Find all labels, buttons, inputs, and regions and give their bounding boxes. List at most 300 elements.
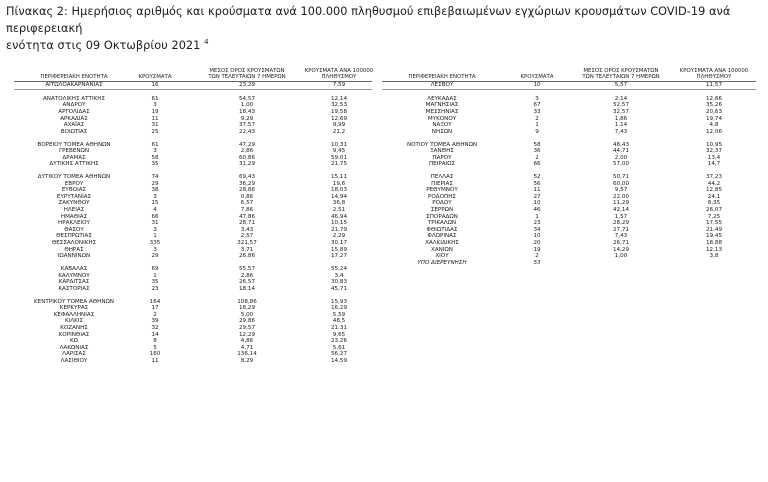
cell-unit: ΔΥΤΙΚΗΣ ΑΤΤΙΚΗΣ <box>49 161 99 168</box>
table-row <box>14 325 372 332</box>
table-title <box>6 3 766 54</box>
cell-per100k: 14,7 <box>707 161 721 168</box>
cell-per100k: 36,8 <box>332 200 346 207</box>
cell-unit: ΝΟΤΙΟΥ ΤΟΜΕΑ ΑΘΗΝΩΝ <box>406 141 478 148</box>
table-row <box>382 102 756 109</box>
table-row <box>14 338 372 345</box>
cell-avg: 108,86 <box>237 298 257 305</box>
cell-unit: ΔΥΤΙΚΟΥ ΤΟΜΕΑ ΑΘΗΝΩΝ <box>37 174 111 181</box>
cell-per100k: 10,95 <box>705 141 722 148</box>
cell-avg: 136,14 <box>237 351 257 358</box>
cell-per100k: 5,59 <box>332 311 346 318</box>
cell-per100k: 59,01 <box>330 154 347 161</box>
cell-unit: ΓΡΕΒΕΝΩΝ <box>58 148 90 155</box>
title-line-2: ενότητα στις 09 Οκτωβρίου 2021 $^4$ <box>6 38 209 52</box>
table-row <box>14 305 372 312</box>
cell-per100k: 17,27 <box>330 253 347 260</box>
cell-per100k: 15,11 <box>330 174 347 181</box>
cell-per100k: 10,15 <box>330 220 347 227</box>
cell-per100k: 19,45 <box>705 233 722 240</box>
cell-avg: 26,57 <box>238 279 255 286</box>
cell-per100k: 19,6 <box>332 180 346 187</box>
header-cases: ΚΡΟΥΣΜΑΤΑ <box>520 73 554 80</box>
cell-unit: ΚΩ <box>70 338 78 345</box>
cell-avg: 36,29 <box>238 180 255 187</box>
cell-unit: ΑΝΔΡΟΥ <box>62 102 86 109</box>
cell-per100k: 8,35 <box>707 200 721 207</box>
cell-per100k: 15,93 <box>330 298 347 305</box>
cell-per100k: 46,94 <box>330 213 347 220</box>
table-row <box>382 96 756 103</box>
cell-avg: 18,43 <box>238 108 255 115</box>
cell-cases: 58 <box>533 141 541 148</box>
table-row <box>14 142 372 149</box>
cell-per100k: 44,2 <box>707 180 721 187</box>
cell-unit: ΧΑΛΚΙΔΙΚΗΣ <box>425 240 459 247</box>
cell-avg: 9,29 <box>240 115 254 122</box>
cell-unit: ΧΑΝΙΩΝ <box>431 246 453 253</box>
table-row <box>14 109 372 116</box>
table-row <box>14 194 372 201</box>
cell-cases: 9 <box>535 128 539 135</box>
cell-avg: 18,14 <box>238 285 255 292</box>
cell-per100k: 18,03 <box>330 187 347 194</box>
cell-cases: 3 <box>153 226 157 233</box>
table-row <box>14 358 372 365</box>
cell-unit: ΑΡΚΑΔΙΑΣ <box>60 115 88 122</box>
table-row <box>14 253 372 260</box>
header-unit: ΠΕΡΙΦΕΡΕΙΑΚΗ ΕΝΟΤΗΤΑ <box>408 73 476 80</box>
cell-avg: 60,00 <box>612 180 629 187</box>
header-per100k: ΚΡΟΥΣΜΑΤΑ ΑΝΑ 100000 ΠΛΗΘΥΣΜΟΥ <box>304 67 374 80</box>
cell-cases: 31 <box>151 122 159 129</box>
cell-unit: ΚΟΖΑΝΗΣ <box>60 324 88 331</box>
left-table <box>14 66 372 365</box>
cell-cases: 58 <box>151 154 159 161</box>
cell-unit: ΞΑΝΘΗΣ <box>430 148 454 155</box>
cell-avg: 32,57 <box>612 108 629 115</box>
cell-per100k: 12,85 <box>705 187 722 194</box>
cell-unit: ΦΛΩΡΙΝΑΣ <box>427 233 457 240</box>
cell-cases: 1 <box>535 213 539 220</box>
cell-avg: 50,71 <box>612 174 629 181</box>
cell-per100k: 32,37 <box>705 148 722 155</box>
table-row <box>382 187 756 194</box>
table-row <box>14 332 372 339</box>
cell-unit: ΜΑΓΝΗΣΙΑΣ <box>425 102 459 109</box>
cell-cases: 2 <box>535 115 539 122</box>
cell-avg: 7,43 <box>614 233 628 240</box>
cell-unit: ΑΧΑΪΑΣ <box>63 122 85 129</box>
cell-avg: 1,14 <box>614 122 628 129</box>
table-row <box>14 161 372 168</box>
table-row <box>382 155 756 162</box>
cell-per100k: 12,14 <box>330 95 347 102</box>
table-row <box>382 148 756 155</box>
cell-unit: ΠΕΛΛΑΣ <box>430 174 454 181</box>
cell-avg: 47,86 <box>238 213 255 220</box>
cell-avg: 7,86 <box>240 207 254 214</box>
cell-cases: 17 <box>151 305 159 312</box>
cell-unit: ΠΑΡΟΥ <box>432 154 452 161</box>
cell-avg: 11,29 <box>612 200 629 207</box>
cell-cases: 74 <box>151 174 159 181</box>
cell-avg: 26,86 <box>238 253 255 260</box>
cell-per100k: 14,94 <box>330 193 347 200</box>
cell-unit: ΚΕΝΤΡΙΚΟΥ ΤΟΜΕΑ ΑΘΗΝΩΝ <box>34 298 114 305</box>
cell-unit: ΦΘΙΩΤΙΔΑΣ <box>426 226 458 233</box>
table-row <box>382 260 756 267</box>
cell-avg: 28,71 <box>238 220 255 227</box>
cell-cases: 19 <box>533 246 541 253</box>
cell-unit: ΙΩΑΝΝΙΝΩΝ <box>57 253 91 260</box>
cell-unit: ΚΕΦΑΛΛΗΝΙΑΣ <box>53 311 95 318</box>
cell-avg: 12,29 <box>238 331 255 338</box>
cell-unit: ΛΕΣΒΟΥ <box>430 82 454 88</box>
cell-avg: 14,29 <box>612 246 629 253</box>
header-per100k: ΚΡΟΥΣΜΑΤΑ ΑΝΑ 100000 ΠΛΗΘΥΣΜΟΥ <box>679 67 749 80</box>
cell-per100k: 24,1 <box>707 193 721 200</box>
cell-cases: 2 <box>535 253 539 260</box>
table-row <box>14 82 372 90</box>
cell-per100k: 9,45 <box>332 148 346 155</box>
table-row <box>14 220 372 227</box>
footnote-marker: 4 <box>204 38 209 47</box>
cell-per100k: 2,29 <box>332 233 346 240</box>
cell-per100k: 48,5 <box>332 318 346 325</box>
cell-per100k: 21,49 <box>705 226 722 233</box>
cell-per100k: 32,53 <box>330 102 347 109</box>
cell-unit: ΠΕΙΡΑΙΩΣ <box>428 161 456 168</box>
cell-unit: ΥΠΟ ΔΙΕΡΕΥΝΗΣΗ <box>417 259 467 266</box>
cell-unit: ΧΙΟΥ <box>435 253 449 260</box>
cell-cases: 56 <box>533 180 541 187</box>
cell-avg: 26,71 <box>612 240 629 247</box>
cell-per100k: 10,31 <box>330 141 347 148</box>
cell-avg: 1,00 <box>240 102 254 109</box>
table-row <box>14 102 372 109</box>
cell-per100k: 7,25 <box>707 213 721 220</box>
cell-unit: ΚΙΛΚΙΣ <box>65 318 83 325</box>
cell-avg: 47,29 <box>238 141 255 148</box>
header-avg: ΜΕΣΟΣ ΟΡΟΣ ΚΡΟΥΣΜΑΤΩΝ ΤΩΝ ΤΕΛΕΥΤΑΙΩΝ 7 ΗΜΕΡΩΝ <box>582 67 660 80</box>
table-row <box>14 148 372 155</box>
cell-avg: 57,00 <box>612 161 629 168</box>
cell-avg: 5,00 <box>240 311 254 318</box>
cell-cases: 11 <box>151 357 159 364</box>
cell-unit: ΗΜΑΘΙΑΣ <box>60 213 88 220</box>
cell-per100k: 56,27 <box>330 351 347 358</box>
cell-cases: 69 <box>151 266 159 272</box>
cell-cases: 33 <box>533 108 541 115</box>
cell-cases: 3 <box>153 148 157 155</box>
cell-cases: 53 <box>533 259 541 266</box>
cell-cases: 52 <box>533 174 541 181</box>
cell-unit: ΗΡΑΚΛΕΙΟΥ <box>58 220 90 227</box>
table-row <box>382 227 756 234</box>
cell-unit: ΜΥΚΟΝΟΥ <box>427 115 457 122</box>
cell-avg: 22,00 <box>612 193 629 200</box>
table-row <box>14 299 372 306</box>
cell-per100k: 12,06 <box>705 128 722 135</box>
cell-cases: 164 <box>149 298 161 305</box>
cell-per100k: 26,07 <box>705 207 722 214</box>
cell-per100k: 2,51 <box>332 207 346 214</box>
cell-cases: 10 <box>533 200 541 207</box>
cell-cases: 16 <box>151 82 159 88</box>
cell-per100k: 9,99 <box>332 122 346 129</box>
table-row <box>382 142 756 149</box>
cell-per100k: 21,75 <box>330 161 347 168</box>
cell-per100k: 30,83 <box>330 279 347 286</box>
cell-cases: 27 <box>533 193 541 200</box>
cell-cases: 35 <box>151 279 159 286</box>
table-row <box>14 312 372 319</box>
cell-per100k: 9,65 <box>332 331 346 338</box>
cell-unit: ΜΕΣΣΗΝΙΑΣ <box>425 108 459 115</box>
cell-avg: 42,14 <box>612 207 629 214</box>
cell-avg: 60,86 <box>238 154 255 161</box>
cell-unit: ΘΗΡΑΣ <box>64 246 84 253</box>
cell-unit: ΤΡΙΚΑΛΩΝ <box>427 220 457 227</box>
cell-avg: 2,86 <box>240 272 254 279</box>
cell-avg: 2,00 <box>614 154 628 161</box>
cell-per100k: 30,17 <box>330 240 347 247</box>
cell-avg: 44,71 <box>612 148 629 155</box>
cell-cases: 1 <box>535 122 539 129</box>
cell-cases: 8 <box>153 338 157 345</box>
cell-per100k: 11,57 <box>705 82 722 88</box>
cell-avg: 37,57 <box>238 122 255 129</box>
cell-cases: 1 <box>153 233 157 240</box>
header-unit: ΠΕΡΙΦΕΡΕΙΑΚΗ ΕΝΟΤΗΤΑ <box>40 73 108 80</box>
cell-unit: ΣΕΡΡΩΝ <box>430 207 454 214</box>
table-row <box>14 227 372 234</box>
table-row <box>382 214 756 221</box>
cell-avg: 4,71 <box>240 344 254 351</box>
cell-per100k: 21,79 <box>330 226 347 233</box>
cell-cases: 5 <box>153 344 157 351</box>
cell-cases: 15 <box>151 200 159 207</box>
cell-cases: 11 <box>533 187 541 194</box>
cell-avg: 29,86 <box>238 318 255 325</box>
cell-unit: ΣΠΟΡΑΔΩΝ <box>426 213 458 220</box>
table-row <box>382 220 756 227</box>
table-row <box>14 318 372 325</box>
cell-per100k: 7,59 <box>332 82 346 88</box>
table-row <box>14 129 372 136</box>
table-row <box>382 240 756 247</box>
cell-unit: ΚΑΣΤΟΡΙΑΣ <box>58 285 90 292</box>
cell-per100k: 16,29 <box>330 305 347 312</box>
table-row <box>382 129 756 136</box>
cell-per100k: 12,66 <box>705 95 722 102</box>
title-line-1: Πίνακας 2: Ημερήσιος αριθμός και κρούσματα ανά 100.000 πληθυσμού επιβεβαιωμένων εγχώριων κρουσμάτων COVID-19 ανά περιφερειακή <box>6 5 731 35</box>
cell-cases: 1 <box>153 272 157 279</box>
cell-avg: 9,57 <box>614 187 628 194</box>
cell-per100k: 19,74 <box>705 115 722 122</box>
table-row <box>382 207 756 214</box>
cell-per100k: 35,26 <box>705 102 722 109</box>
cell-cases: 3 <box>535 95 539 102</box>
cell-per100k: 5,61 <box>332 344 346 351</box>
table-row <box>14 351 372 358</box>
cell-cases: 34 <box>533 226 541 233</box>
right-table-body <box>382 82 756 266</box>
table-row <box>382 253 756 260</box>
cell-avg: 27,71 <box>612 226 629 233</box>
cell-cases: 66 <box>533 161 541 168</box>
table-row <box>14 247 372 254</box>
cell-per100k: 23,26 <box>330 338 347 345</box>
cell-avg: 8,29 <box>240 357 254 364</box>
cell-cases: 61 <box>151 95 159 102</box>
cell-avg: 69,43 <box>238 174 255 181</box>
cell-unit: ΛΑΣΙΘΙΟΥ <box>60 357 88 364</box>
cell-cases: 2 <box>535 154 539 161</box>
table-row <box>382 233 756 240</box>
cell-unit: ΘΕΣΣΑΛΟΝΙΚΗΣ <box>51 240 97 247</box>
cell-unit: ΑΝΑΤΟΛΙΚΗΣ ΑΤΤΙΚΗΣ <box>42 95 106 102</box>
cell-per100k: 3,8 <box>709 253 719 260</box>
cell-avg: 3,43 <box>240 226 254 233</box>
cell-cases: 10 <box>533 82 541 88</box>
cell-per100k: 21,31 <box>330 324 347 331</box>
cell-avg: 22,43 <box>238 128 255 135</box>
cell-avg: 54,57 <box>238 95 255 102</box>
cell-avg: 23,29 <box>238 82 255 88</box>
table-row <box>382 122 756 129</box>
cell-per100k: 18,88 <box>705 240 722 247</box>
cell-avg: 0,86 <box>240 193 254 200</box>
cell-unit: ΕΒΡΟΥ <box>64 180 84 187</box>
cell-per100k: 17,55 <box>705 220 722 227</box>
cell-unit: ΚΟΡΙΝΘΙΑΣ <box>58 331 90 338</box>
cell-unit: ΘΑΣΟΥ <box>64 226 84 233</box>
cell-unit: ΑΡΓΟΛΙΔΑΣ <box>58 108 90 115</box>
header-cases: ΚΡΟΥΣΜΑΤΑ <box>138 73 172 80</box>
cell-unit: ΡΟΔΟΠΗΣ <box>428 193 456 200</box>
right-table-header <box>382 66 756 82</box>
cell-avg: 7,43 <box>614 128 628 135</box>
cell-unit: ΒΟΙΩΤΙΑΣ <box>60 128 88 135</box>
cell-cases: 4 <box>153 207 157 214</box>
cell-cases: 20 <box>533 240 541 247</box>
table-row <box>382 247 756 254</box>
table-row <box>382 82 756 90</box>
cell-cases: 35 <box>151 161 159 168</box>
table-row <box>14 181 372 188</box>
cell-unit: ΡΟΔΟΥ <box>432 200 452 207</box>
cell-cases: 3 <box>153 102 157 109</box>
cell-cases: 23 <box>533 220 541 227</box>
cell-unit: ΛΑΚΩΝΙΑΣ <box>59 344 89 351</box>
cell-cases: 23 <box>151 285 159 292</box>
cell-per100k: 20,63 <box>705 108 722 115</box>
table-row <box>382 109 756 116</box>
cell-per100k: 12,13 <box>705 246 722 253</box>
cell-cases: 11 <box>151 115 159 122</box>
cell-unit: ΝΑΞΟΥ <box>432 122 452 129</box>
table-row <box>14 345 372 352</box>
cell-avg: 3,71 <box>240 246 254 253</box>
left-table-header <box>14 66 372 82</box>
table-row <box>382 181 756 188</box>
cell-unit: ΛΕΥΚΑΔΑΣ <box>427 95 457 102</box>
cell-unit: ΔΡΑΜΑΣ <box>62 154 86 161</box>
cell-unit: ΡΕΘΥΜΝΟΥ <box>426 187 458 194</box>
cell-avg: 48,43 <box>612 141 629 148</box>
table-row <box>14 286 372 293</box>
cell-avg: 28,86 <box>238 187 255 194</box>
cell-per100k: 13,4 <box>707 154 721 161</box>
cell-cases: 32 <box>151 324 159 331</box>
cell-unit: ΠΙΕΡΙΑΣ <box>431 180 453 187</box>
cell-per100k: 4,8 <box>709 122 719 129</box>
cell-unit: ΚΑΒΑΛΑΣ <box>60 266 88 272</box>
table-row <box>14 214 372 221</box>
table-row <box>14 207 372 214</box>
cell-cases: 61 <box>151 141 159 148</box>
cell-avg: 1,86 <box>614 115 628 122</box>
table-row <box>382 200 756 207</box>
cell-cases: 29 <box>151 253 159 260</box>
table-row <box>14 122 372 129</box>
cell-unit: ΛΑΡΙΣΑΣ <box>62 351 86 358</box>
table-row <box>382 174 756 181</box>
cell-avg: 31,29 <box>238 161 255 168</box>
cell-cases: 10 <box>533 233 541 240</box>
cell-per100k: 45,71 <box>330 285 347 292</box>
cell-per100k: 15,89 <box>330 246 347 253</box>
cell-unit: ΖΑΚΥΝΘΟΥ <box>58 200 90 207</box>
cell-unit: ΚΑΡΔΙΤΣΑΣ <box>58 279 90 286</box>
cell-avg: 1,00 <box>614 253 628 260</box>
table-row <box>14 273 372 280</box>
cell-per100k: 21,2 <box>332 128 346 135</box>
cell-cases: 36 <box>533 148 541 155</box>
cell-avg: 1,57 <box>614 213 628 220</box>
cell-avg: 2,57 <box>240 233 254 240</box>
cell-avg: 5,57 <box>614 82 628 88</box>
cell-avg: 55,57 <box>238 266 255 272</box>
table-row <box>14 187 372 194</box>
cell-avg: 28,29 <box>612 220 629 227</box>
cell-cases: 38 <box>151 187 159 194</box>
cell-avg: 52,57 <box>612 102 629 109</box>
table-row <box>14 155 372 162</box>
cell-cases: 3 <box>153 193 157 200</box>
cell-unit: ΚΑΛΥΜΝΟΥ <box>58 272 90 279</box>
table-row <box>382 116 756 123</box>
cell-cases: 14 <box>151 331 159 338</box>
right-table <box>382 66 756 266</box>
table-row <box>14 266 372 273</box>
table-row <box>14 233 372 240</box>
cell-unit: ΕΥΒΟΙΑΣ <box>61 187 87 194</box>
cell-cases: 25 <box>151 128 159 135</box>
cell-cases: 19 <box>151 108 159 115</box>
cell-cases: 2 <box>153 311 157 318</box>
cell-avg: 29,57 <box>238 324 255 331</box>
cell-cases: 66 <box>151 213 159 220</box>
cell-per100k: 12,69 <box>330 115 347 122</box>
table-row <box>14 174 372 181</box>
cell-cases: 67 <box>533 102 541 109</box>
cell-per100k: 37,23 <box>705 174 722 181</box>
table-row <box>382 194 756 201</box>
cell-unit: ΕΥΡΥΤΑΝΙΑΣ <box>56 193 92 200</box>
